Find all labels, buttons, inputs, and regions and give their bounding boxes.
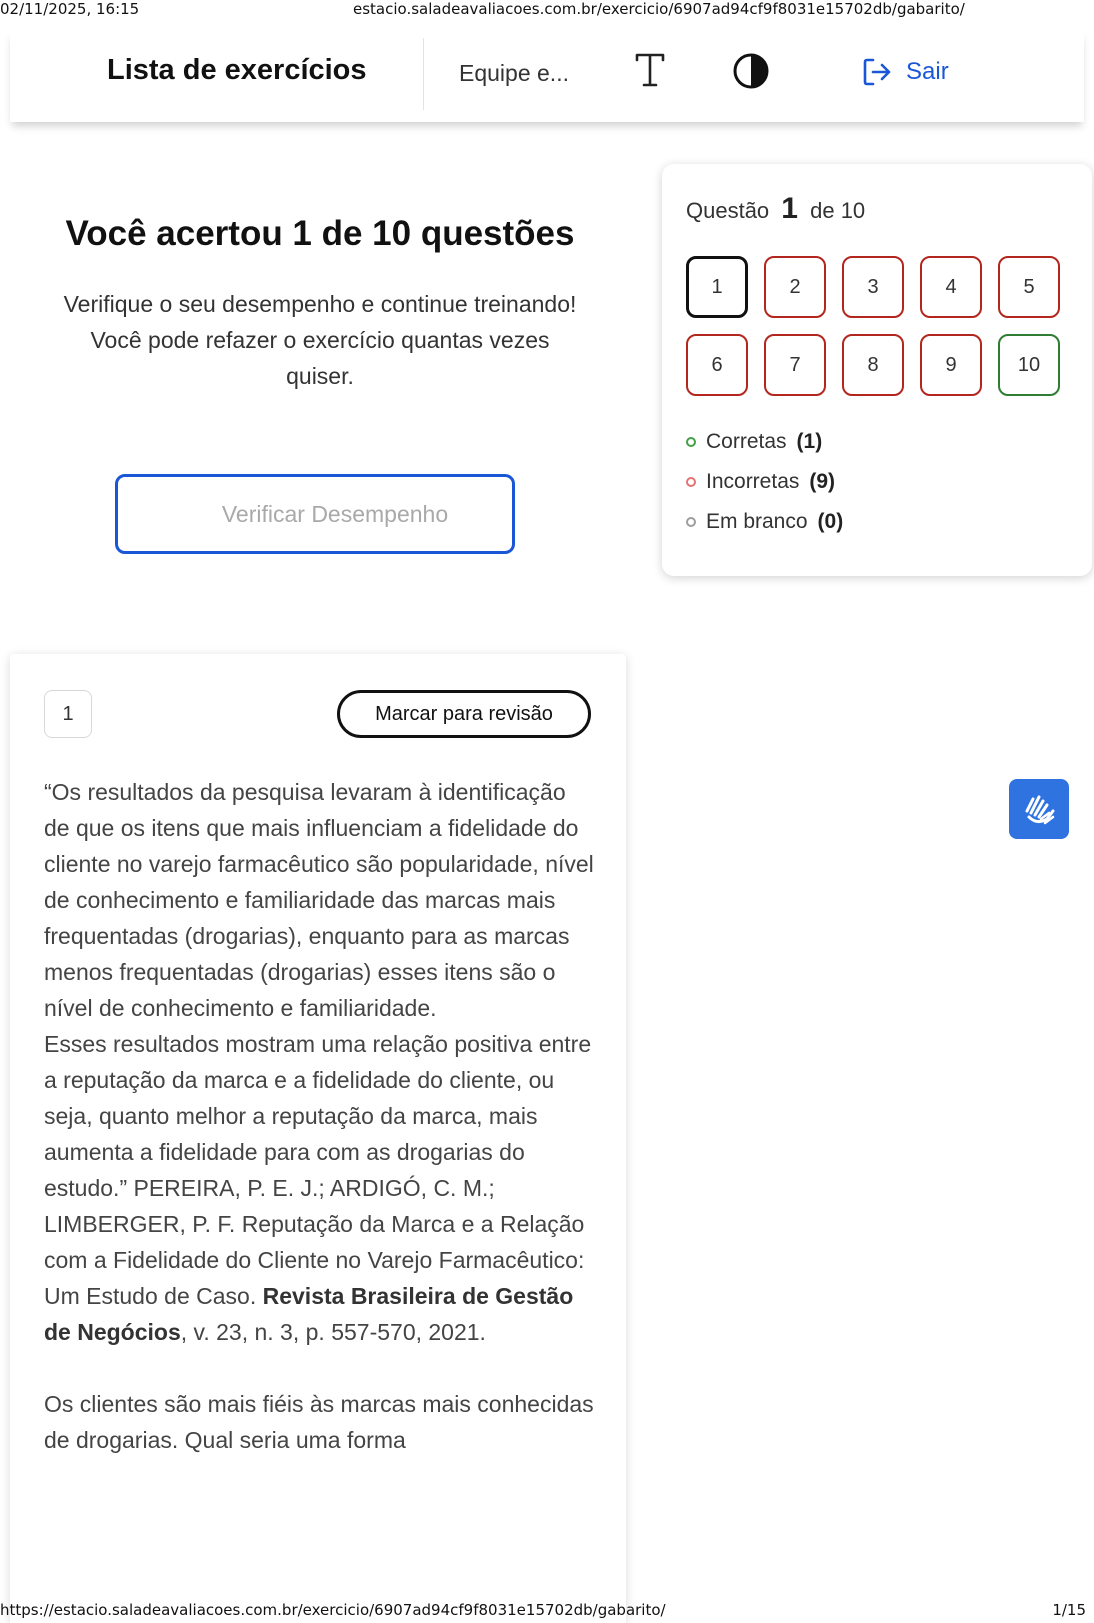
sign-language-button[interactable]: [1009, 779, 1069, 839]
journal-name: Revista Brasileira de Gestão de Negócios: [44, 1283, 574, 1345]
nav-divider: [423, 38, 424, 110]
correct-dot-icon: [686, 437, 696, 447]
question-button-2[interactable]: 2: [764, 256, 826, 318]
logout-label: Sair: [906, 58, 949, 85]
team-name[interactable]: Equipe e...: [459, 60, 569, 86]
page-title: Lista de exercícios: [107, 54, 367, 86]
question-counter: [686, 192, 865, 226]
question-grid: [686, 256, 1060, 396]
question-quote-paragraph-2: [44, 1026, 594, 1350]
incorrect-dot-icon: [686, 477, 696, 487]
question-body: [44, 774, 594, 1458]
question-button-4[interactable]: 4: [920, 256, 982, 318]
question-button-5[interactable]: 5: [998, 256, 1060, 318]
legend-incorrect: [686, 462, 843, 502]
logout-button[interactable]: [860, 52, 949, 92]
legend-count: (0): [817, 510, 844, 533]
question-button-9[interactable]: 9: [920, 334, 982, 396]
legend-label: Incorretas: [706, 470, 800, 493]
status-legend: [686, 422, 843, 542]
question-button-3[interactable]: 3: [842, 256, 904, 318]
citation-details: , v. 23, n. 3, p. 557-570, 2021.: [180, 1319, 486, 1345]
sign-language-icon: [1019, 789, 1059, 829]
result-title: Você acertou 1 de 10 questões: [65, 214, 575, 253]
question-button-1[interactable]: 1: [686, 256, 748, 318]
result-summary: [60, 212, 580, 394]
mark-for-review-button[interactable]: Marcar para revisão: [337, 690, 591, 738]
logout-icon: [860, 55, 894, 89]
question-button-7[interactable]: 7: [764, 334, 826, 396]
legend-blank: [686, 502, 843, 542]
print-url-title: estacio.saladeavaliacoes.com.br/exercicio/6907ad94cf9f8031e15702db/gabarito/: [353, 0, 965, 18]
legend-correct: [686, 422, 843, 462]
quote-text: Esses resultados mostram uma relação positiva entre a reputação da marca e a fidelidade do cliente, ou seja, quanto melhor a reputação da marca, mais aumenta a fidelidade para com as drogarias do estudo.” PEREIRA, P. E. J.; ARDIGÓ, C. M.; LIMBERGER, P. F. Reputação da Marca e a Relação com a Fidelidade do Cliente no Varejo Farmacêutico: Um Estudo de Caso.: [44, 1031, 592, 1309]
legend-label: Corretas: [706, 430, 787, 453]
legend-count: (1): [796, 430, 823, 453]
question-panel: [662, 164, 1092, 576]
question-quote-paragraph-1: “Os resultados da pesquisa levaram à identificação de que os itens que mais influenciam a fidelidade do cliente no varejo farmacêutico são popularidade, nível de conhecimento e familiaridade das marcas mais frequentadas (drogarias), enquanto para as marcas menos frequentadas (drogarias) esses itens são o nível de conhecimento e familiaridade.: [44, 779, 594, 1021]
print-header: [0, 0, 1094, 20]
question-button-6[interactable]: 6: [686, 334, 748, 396]
question-counter-suffix: de 10: [810, 198, 866, 223]
font-size-icon[interactable]: [632, 50, 668, 90]
top-navbar: [10, 30, 1084, 122]
contrast-icon[interactable]: [732, 52, 770, 90]
print-url-footer: https://estacio.saladeavaliacoes.com.br/exercicio/6907ad94cf9f8031e15702db/gabarito/: [0, 1601, 666, 1619]
legend-count: (9): [809, 470, 836, 493]
print-footer: [0, 1601, 1094, 1623]
question-number-badge: 1: [44, 690, 92, 738]
blank-dot-icon: [686, 517, 696, 527]
question-counter-prefix: Questão: [686, 198, 770, 223]
legend-label: Em branco: [706, 510, 808, 533]
question-counter-current: 1: [781, 192, 798, 225]
question-button-8[interactable]: 8: [842, 334, 904, 396]
question-button-10[interactable]: 10: [998, 334, 1060, 396]
print-page-number: 1/15: [1052, 1601, 1086, 1619]
result-text: Verifique o seu desempenho e continue treinando! Você pode refazer o exercício quantas vezes quiser.: [63, 291, 577, 389]
verify-performance-button[interactable]: Verificar Desempenho: [115, 474, 515, 554]
question-prompt: Os clientes são mais fiéis às marcas mais conhecidas de drogarias. Qual seria uma forma: [44, 1391, 594, 1453]
print-datetime: 02/11/2025, 16:15: [0, 0, 140, 18]
question-card: [10, 654, 626, 1623]
